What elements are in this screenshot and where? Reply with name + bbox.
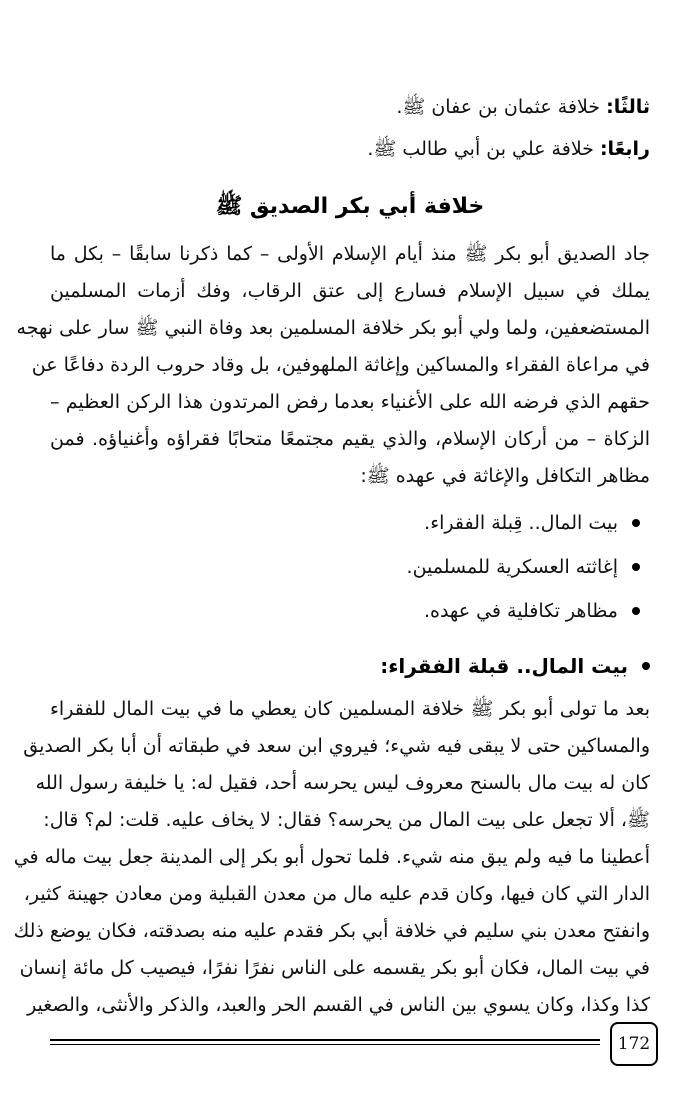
intro-line-fourth [50, 128, 650, 170]
paragraph-line: والمساكين حتى لا يبقى فيه شيء؛ فيروي ابن سعد في طبقاته أن أبا بكر الصديق [23, 735, 650, 757]
paragraph-line: في مراعاة الفقراء والمساكين وإغاثة الملهوفين، بل وقاد حروب الردة دفاعًا عن [31, 354, 650, 376]
intro-text: خلافة علي بن أبي طالب ﷺ. [367, 138, 600, 160]
subheading-text: بيت المال.. قبلة الفقراء: [380, 654, 628, 678]
paragraph-line: المستضعفين، ولما ولي أبو بكر خلافة المسلمين بعد وفاة النبي ﷺ سار على نهجه [16, 317, 650, 339]
paragraph-line: حقهم الذي فرضه الله على الأغنياء بعدما رفض المرتدون هذا الركن العظيم – [50, 391, 650, 413]
paragraph-line: الزكاة – من أركان الإسلام، والذي يقيم مجتمعًا متحابًا فقراؤه وأغنياؤه. فمن [50, 428, 650, 450]
page-content [13, 86, 650, 1024]
bullet-text: بيت المال.. قِبلة الفقراء. [424, 512, 618, 534]
paragraph-line: في بيت المال، فكان أبو بكر يقسمه على الناس نفرًا نفرًا، فيصيب كل مائة إنسان [19, 957, 650, 979]
page-footer [50, 1022, 658, 1068]
paragraph-treasury [13, 691, 650, 1024]
bullet-list [50, 501, 650, 633]
intro-line-third [50, 86, 650, 128]
paragraph-line: وانفتح معدن بني سليم في خلافة أبي بكر فقدم عليه منه بصدقته، فكان يوضع ذلك [13, 920, 650, 942]
paragraph-line: كذا وكذا، وكان يسوي بين الناس في القسم الحر والعبد، والذكر والأنثى، والصغير [27, 994, 650, 1016]
intro-lead: ثالثًا: [606, 96, 650, 118]
page-number: 172 [610, 1022, 658, 1066]
bullet-dot-icon [642, 662, 650, 670]
paragraph-line: جاد الصديق أبو بكر ﷺ منذ أيام الإسلام الأولى – كما ذكرنا سابقًا – بكل ما [50, 243, 650, 265]
paragraph-line: بعد ما تولى أبو بكر ﷺ خلافة المسلمين كان يعطي ما في بيت المال للفقراء [50, 698, 650, 720]
paragraph-line: كان له بيت مال بالسنح معروف ليس يحرسه أحد، فقيل له: يا خليفة رسول الله [35, 772, 650, 794]
bullet-text: إغاثته العسكرية للمسلمين. [406, 556, 618, 578]
intro-text: خلافة عثمان بن عفان ﷺ. [396, 96, 607, 118]
bullet-item [50, 589, 640, 633]
section-title: خلافة أبي بكر الصديق ﷺ [215, 194, 485, 219]
bullet-item [50, 501, 640, 545]
paragraph-line: ﷺ، ألا تجعل على بيت المال من يحرسه؟ فقال: لا يخاف عليه. قلت: لم؟ قال: [43, 809, 650, 831]
paragraph-line: مظاهر التكافل والإغاثة في عهده ﷺ: [360, 465, 650, 487]
paragraph-line: الدار التي كان فيها، وكان قدم عليه مال من معدن القبلية ومن معادن جهينة كثير، [23, 883, 650, 905]
footer-rule [50, 1039, 600, 1041]
subheading [50, 641, 650, 691]
bullet-text: مظاهر تكافلية في عهده. [423, 600, 618, 622]
footer-rule-thin [50, 1044, 600, 1045]
bullet-item [50, 545, 640, 589]
paragraph-line: يملك في سبيل الإسلام فسارع إلى عتق الرقاب، وفك أزمات المسلمين [50, 280, 650, 302]
bullet-dot-icon [632, 519, 640, 527]
paragraph-abu-bakr [16, 236, 650, 495]
bullet-dot-icon [632, 607, 640, 615]
intro-lead: رابعًا: [599, 138, 650, 160]
paragraph-line: أعطينا ما فيه ولم يبق منه شيء. فلما تحول أبو بكر إلى المدينة جعل بيت ماله في [13, 846, 650, 868]
bullet-dot-icon [632, 563, 640, 571]
